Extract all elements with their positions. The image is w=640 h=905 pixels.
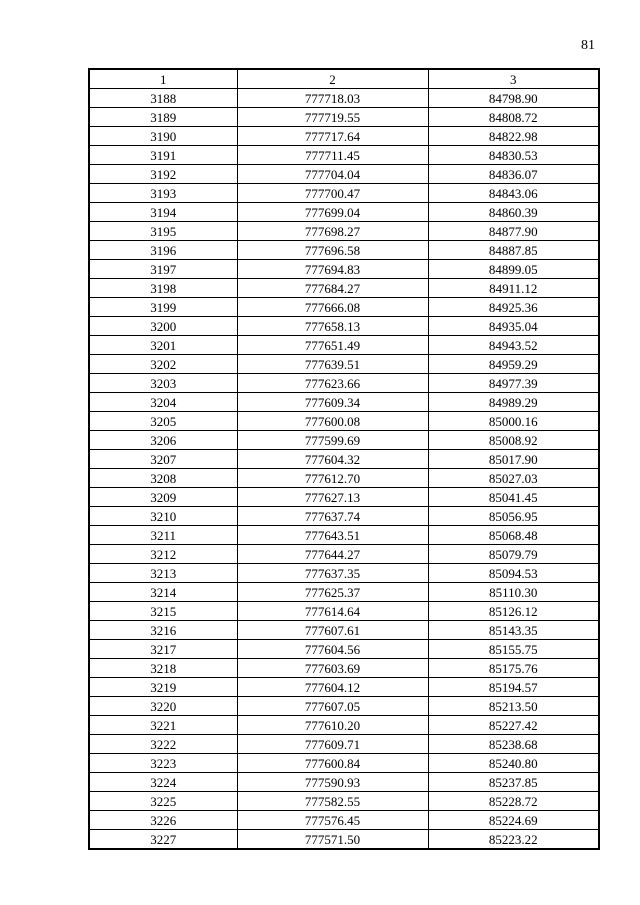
point-number-cell: 3189 bbox=[89, 108, 237, 127]
point-number-cell: 3190 bbox=[89, 127, 237, 146]
x-coordinate-cell: 777643.51 bbox=[237, 526, 428, 545]
point-number-cell: 3204 bbox=[89, 393, 237, 412]
y-coordinate-cell: 85175.76 bbox=[428, 659, 599, 678]
point-number-cell: 3219 bbox=[89, 678, 237, 697]
y-coordinate-cell: 84943.52 bbox=[428, 336, 599, 355]
x-coordinate-cell: 777604.56 bbox=[237, 640, 428, 659]
table-row bbox=[89, 640, 599, 659]
y-coordinate-cell: 85008.92 bbox=[428, 431, 599, 450]
x-coordinate-cell: 777651.49 bbox=[237, 336, 428, 355]
x-coordinate-cell: 777684.27 bbox=[237, 279, 428, 298]
y-coordinate-cell: 84808.72 bbox=[428, 108, 599, 127]
point-number-cell: 3209 bbox=[89, 488, 237, 507]
y-coordinate-cell: 85155.75 bbox=[428, 640, 599, 659]
table-row bbox=[89, 507, 599, 526]
table-row bbox=[89, 583, 599, 602]
point-number-cell: 3199 bbox=[89, 298, 237, 317]
x-coordinate-cell: 777604.32 bbox=[237, 450, 428, 469]
table-row bbox=[89, 317, 599, 336]
y-coordinate-cell: 85056.95 bbox=[428, 507, 599, 526]
y-coordinate-cell: 85000.16 bbox=[428, 412, 599, 431]
table-row bbox=[89, 564, 599, 583]
table-body bbox=[89, 89, 599, 850]
x-coordinate-cell: 777658.13 bbox=[237, 317, 428, 336]
table-row bbox=[89, 697, 599, 716]
table-row bbox=[89, 184, 599, 203]
point-number-cell: 3217 bbox=[89, 640, 237, 659]
point-number-cell: 3225 bbox=[89, 792, 237, 811]
x-coordinate-cell: 777627.13 bbox=[237, 488, 428, 507]
table-row bbox=[89, 545, 599, 564]
x-coordinate-cell: 777600.84 bbox=[237, 754, 428, 773]
y-coordinate-cell: 85240.80 bbox=[428, 754, 599, 773]
table-row bbox=[89, 659, 599, 678]
table-row bbox=[89, 355, 599, 374]
y-coordinate-cell: 84925.36 bbox=[428, 298, 599, 317]
table-row bbox=[89, 469, 599, 488]
y-coordinate-cell: 85094.53 bbox=[428, 564, 599, 583]
table-row bbox=[89, 260, 599, 279]
point-number-cell: 3213 bbox=[89, 564, 237, 583]
table-row bbox=[89, 526, 599, 545]
x-coordinate-cell: 777696.58 bbox=[237, 241, 428, 260]
x-coordinate-cell: 777571.50 bbox=[237, 830, 428, 850]
x-coordinate-cell: 777607.05 bbox=[237, 697, 428, 716]
point-number-cell: 3207 bbox=[89, 450, 237, 469]
table-row bbox=[89, 811, 599, 830]
y-coordinate-cell: 85194.57 bbox=[428, 678, 599, 697]
y-coordinate-cell: 84860.39 bbox=[428, 203, 599, 222]
x-coordinate-cell: 777698.27 bbox=[237, 222, 428, 241]
point-number-cell: 3227 bbox=[89, 830, 237, 850]
y-coordinate-cell: 85110.30 bbox=[428, 583, 599, 602]
point-number-cell: 3193 bbox=[89, 184, 237, 203]
y-coordinate-cell: 85213.50 bbox=[428, 697, 599, 716]
table-row bbox=[89, 108, 599, 127]
table-row bbox=[89, 279, 599, 298]
y-coordinate-cell: 85041.45 bbox=[428, 488, 599, 507]
point-number-cell: 3211 bbox=[89, 526, 237, 545]
point-number-cell: 3198 bbox=[89, 279, 237, 298]
point-number-cell: 3210 bbox=[89, 507, 237, 526]
y-coordinate-cell: 84836.07 bbox=[428, 165, 599, 184]
point-number-cell: 3197 bbox=[89, 260, 237, 279]
point-number-cell: 3188 bbox=[89, 89, 237, 108]
point-number-cell: 3220 bbox=[89, 697, 237, 716]
table-row bbox=[89, 773, 599, 792]
table-row bbox=[89, 203, 599, 222]
point-number-cell: 3200 bbox=[89, 317, 237, 336]
x-coordinate-cell: 777637.35 bbox=[237, 564, 428, 583]
table-row bbox=[89, 89, 599, 108]
table-row bbox=[89, 298, 599, 317]
x-coordinate-cell: 777609.34 bbox=[237, 393, 428, 412]
y-coordinate-cell: 84843.06 bbox=[428, 184, 599, 203]
y-coordinate-cell: 84989.29 bbox=[428, 393, 599, 412]
y-coordinate-cell: 84959.29 bbox=[428, 355, 599, 374]
table-row bbox=[89, 222, 599, 241]
x-coordinate-cell: 777639.51 bbox=[237, 355, 428, 374]
y-coordinate-cell: 85027.03 bbox=[428, 469, 599, 488]
table-row bbox=[89, 393, 599, 412]
y-coordinate-cell: 84977.39 bbox=[428, 374, 599, 393]
y-coordinate-cell: 85228.72 bbox=[428, 792, 599, 811]
x-coordinate-cell: 777600.08 bbox=[237, 412, 428, 431]
table-row bbox=[89, 678, 599, 697]
table-row bbox=[89, 165, 599, 184]
table-row bbox=[89, 830, 599, 850]
x-coordinate-cell: 777623.66 bbox=[237, 374, 428, 393]
y-coordinate-cell: 85237.85 bbox=[428, 773, 599, 792]
point-number-cell: 3202 bbox=[89, 355, 237, 374]
point-number-cell: 3216 bbox=[89, 621, 237, 640]
point-number-cell: 3192 bbox=[89, 165, 237, 184]
point-number-cell: 3196 bbox=[89, 241, 237, 260]
table-header-row bbox=[89, 69, 599, 89]
point-number-cell: 3206 bbox=[89, 431, 237, 450]
point-number-cell: 3222 bbox=[89, 735, 237, 754]
table-row bbox=[89, 450, 599, 469]
y-coordinate-cell: 85017.90 bbox=[428, 450, 599, 469]
table-row bbox=[89, 792, 599, 811]
point-number-cell: 3195 bbox=[89, 222, 237, 241]
x-coordinate-cell: 777719.55 bbox=[237, 108, 428, 127]
table-row bbox=[89, 127, 599, 146]
y-coordinate-cell: 85238.68 bbox=[428, 735, 599, 754]
point-number-cell: 3223 bbox=[89, 754, 237, 773]
table-row bbox=[89, 754, 599, 773]
point-number-cell: 3208 bbox=[89, 469, 237, 488]
y-coordinate-cell: 85079.79 bbox=[428, 545, 599, 564]
y-coordinate-cell: 84935.04 bbox=[428, 317, 599, 336]
table-row bbox=[89, 241, 599, 260]
table-row bbox=[89, 716, 599, 735]
point-number-cell: 3214 bbox=[89, 583, 237, 602]
x-coordinate-cell: 777612.70 bbox=[237, 469, 428, 488]
y-coordinate-cell: 84887.85 bbox=[428, 241, 599, 260]
table-row bbox=[89, 146, 599, 165]
table-row bbox=[89, 488, 599, 507]
x-coordinate-cell: 777576.45 bbox=[237, 811, 428, 830]
point-number-cell: 3226 bbox=[89, 811, 237, 830]
y-coordinate-cell: 84830.53 bbox=[428, 146, 599, 165]
point-number-cell: 3201 bbox=[89, 336, 237, 355]
x-coordinate-cell: 777704.04 bbox=[237, 165, 428, 184]
x-coordinate-cell: 777711.45 bbox=[237, 146, 428, 165]
table-row bbox=[89, 602, 599, 621]
y-coordinate-cell: 84877.90 bbox=[428, 222, 599, 241]
coordinates-table bbox=[88, 68, 600, 850]
point-number-cell: 3205 bbox=[89, 412, 237, 431]
table-row bbox=[89, 412, 599, 431]
x-coordinate-cell: 777609.71 bbox=[237, 735, 428, 754]
table-row bbox=[89, 735, 599, 754]
x-coordinate-cell: 777637.74 bbox=[237, 507, 428, 526]
point-number-cell: 3215 bbox=[89, 602, 237, 621]
y-coordinate-cell: 85224.69 bbox=[428, 811, 599, 830]
x-coordinate-cell: 777604.12 bbox=[237, 678, 428, 697]
point-number-cell: 3191 bbox=[89, 146, 237, 165]
column-header-point-number: 1 bbox=[89, 69, 237, 89]
x-coordinate-cell: 777590.93 bbox=[237, 773, 428, 792]
point-number-cell: 3221 bbox=[89, 716, 237, 735]
y-coordinate-cell: 84822.98 bbox=[428, 127, 599, 146]
point-number-cell: 3194 bbox=[89, 203, 237, 222]
x-coordinate-cell: 777603.69 bbox=[237, 659, 428, 678]
column-header-x-coordinate: 2 bbox=[237, 69, 428, 89]
y-coordinate-cell: 84798.90 bbox=[428, 89, 599, 108]
x-coordinate-cell: 777644.27 bbox=[237, 545, 428, 564]
x-coordinate-cell: 777610.20 bbox=[237, 716, 428, 735]
x-coordinate-cell: 777694.83 bbox=[237, 260, 428, 279]
y-coordinate-cell: 85068.48 bbox=[428, 526, 599, 545]
x-coordinate-cell: 777599.69 bbox=[237, 431, 428, 450]
table-row bbox=[89, 621, 599, 640]
column-header-y-coordinate: 3 bbox=[428, 69, 599, 89]
point-number-cell: 3212 bbox=[89, 545, 237, 564]
x-coordinate-cell: 777607.61 bbox=[237, 621, 428, 640]
table-row bbox=[89, 336, 599, 355]
x-coordinate-cell: 777625.37 bbox=[237, 583, 428, 602]
y-coordinate-cell: 85227.42 bbox=[428, 716, 599, 735]
table-row bbox=[89, 431, 599, 450]
y-coordinate-cell: 84899.05 bbox=[428, 260, 599, 279]
point-number-cell: 3203 bbox=[89, 374, 237, 393]
point-number-cell: 3224 bbox=[89, 773, 237, 792]
x-coordinate-cell: 777582.55 bbox=[237, 792, 428, 811]
y-coordinate-cell: 85143.35 bbox=[428, 621, 599, 640]
y-coordinate-cell: 84911.12 bbox=[428, 279, 599, 298]
x-coordinate-cell: 777699.04 bbox=[237, 203, 428, 222]
y-coordinate-cell: 85223.22 bbox=[428, 830, 599, 850]
table-row bbox=[89, 374, 599, 393]
x-coordinate-cell: 777717.64 bbox=[237, 127, 428, 146]
page-number: 81 bbox=[581, 38, 595, 53]
x-coordinate-cell: 777718.03 bbox=[237, 89, 428, 108]
x-coordinate-cell: 777700.47 bbox=[237, 184, 428, 203]
x-coordinate-cell: 777666.08 bbox=[237, 298, 428, 317]
point-number-cell: 3218 bbox=[89, 659, 237, 678]
x-coordinate-cell: 777614.64 bbox=[237, 602, 428, 621]
y-coordinate-cell: 85126.12 bbox=[428, 602, 599, 621]
